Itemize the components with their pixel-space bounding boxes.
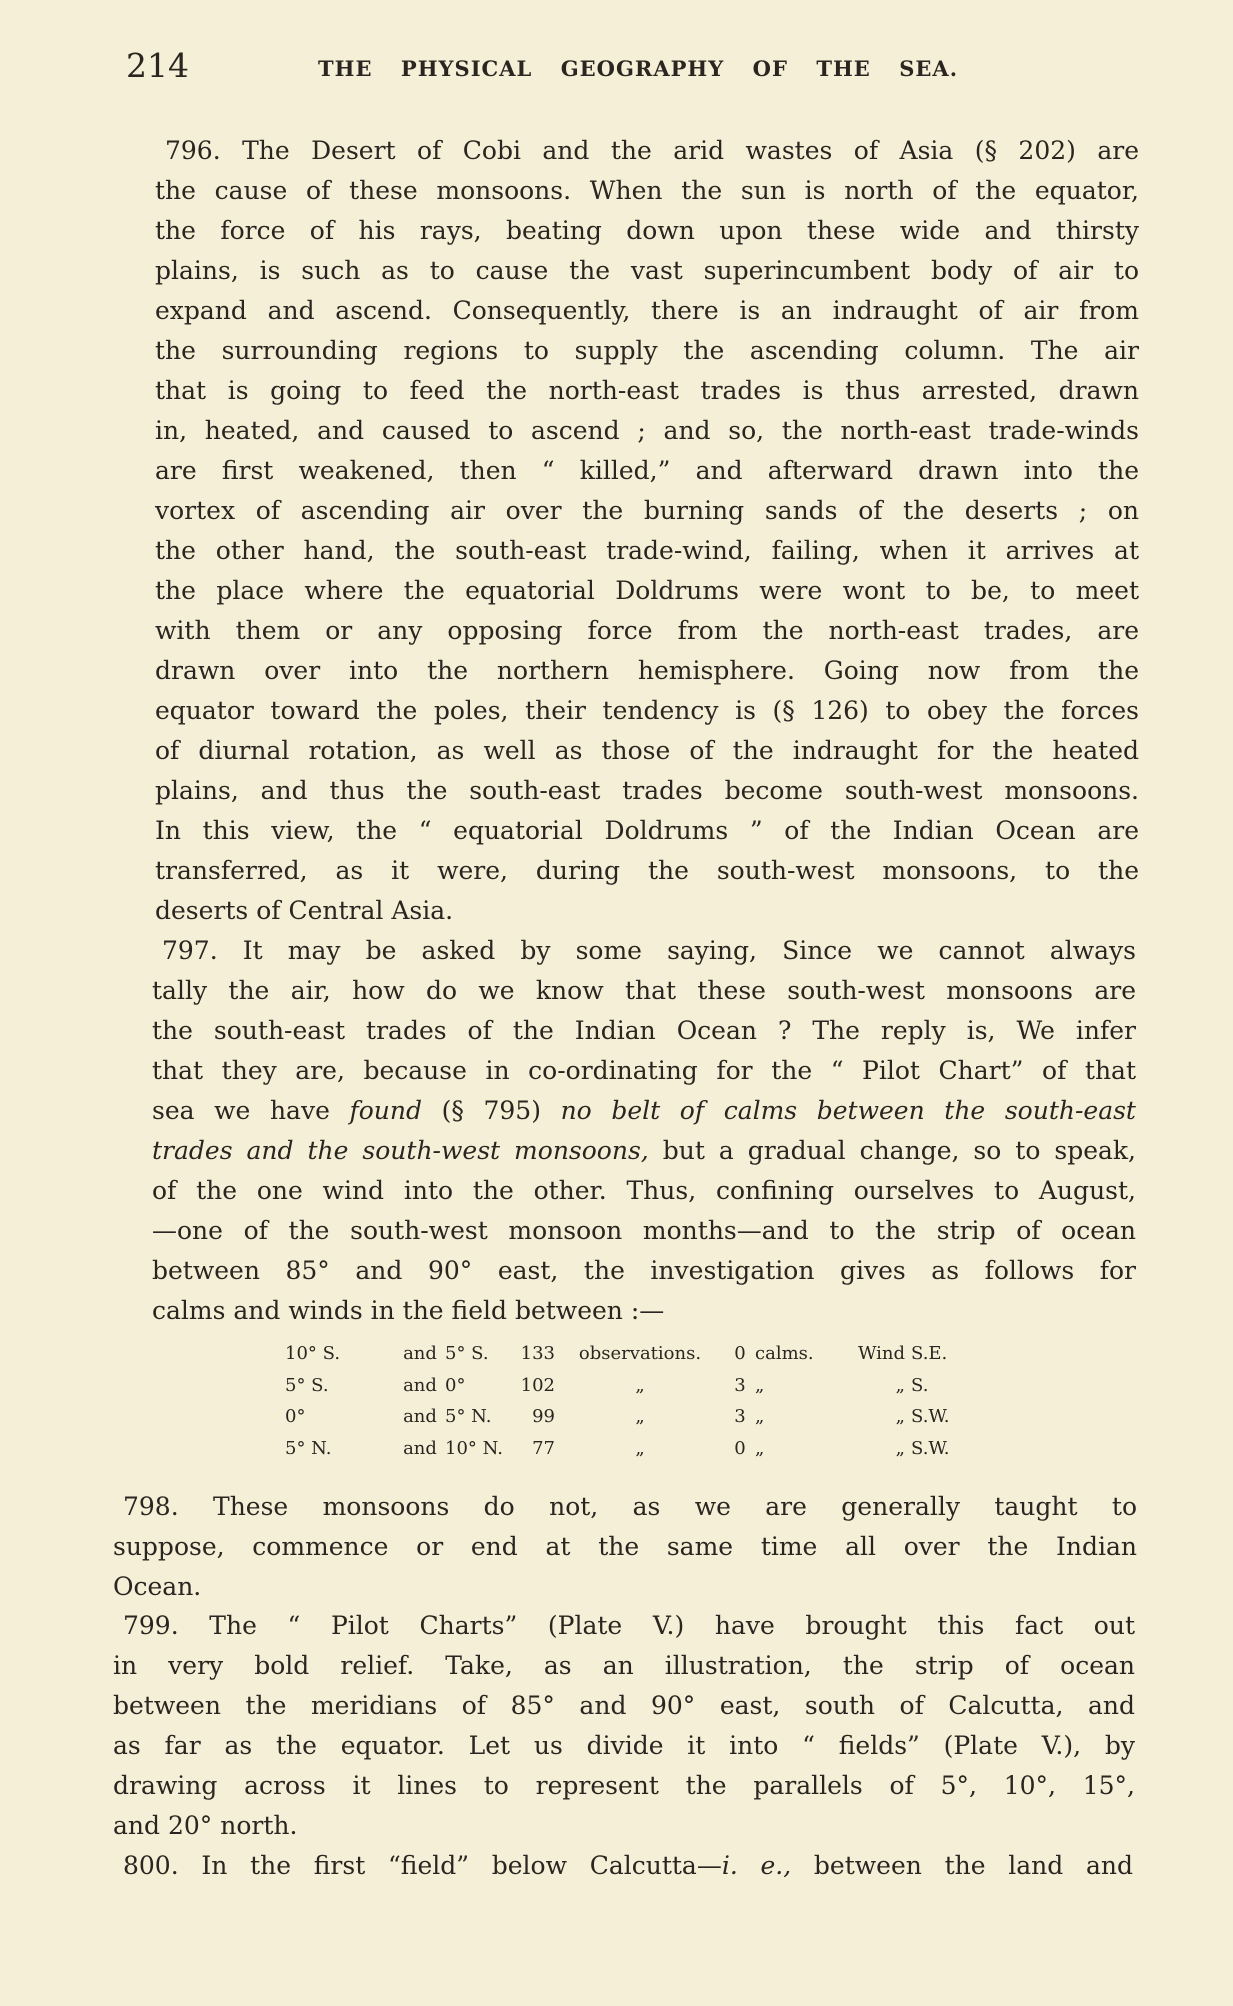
table-cell: 99: [532, 1406, 555, 1427]
running-title: THE PHYSICAL GEOGRAPHY OF THE SEA.: [318, 56, 958, 81]
text-span: between the land and: [791, 1851, 1133, 1880]
text-line: expand and ascend. Consequently, there is an indraught of air from: [155, 296, 1139, 325]
table-cell: S.E.: [911, 1343, 948, 1364]
text-span: sea we have: [152, 1096, 350, 1125]
italic-text: i. e.,: [721, 1851, 792, 1880]
table-cell: and: [403, 1374, 437, 1396]
text-line: Ocean.: [113, 1572, 202, 1601]
paragraph-796: [155, 131, 1139, 931]
table-cell: „: [755, 1437, 765, 1459]
table-cell: and: [403, 1437, 437, 1459]
text-line: equator toward the poles, their tendency is (§ 126) to obey the forces: [155, 696, 1139, 725]
table-cell: and: [403, 1406, 437, 1427]
text-line: drawn over into the northern hemisphere. Going now from the: [155, 656, 1139, 685]
table-cell: 0: [734, 1437, 746, 1459]
text-line: plains, is such as to cause the vast superincumbent body of air to: [155, 256, 1139, 285]
table-cell: „: [895, 1437, 905, 1459]
table-cell: 133: [520, 1343, 555, 1364]
table-cell: „: [895, 1374, 905, 1396]
table-cell: S.: [911, 1374, 929, 1396]
text-line: are first weakened, then “ killed,” and afterward drawn into the: [155, 456, 1139, 485]
text-line: between 85° and 90° east, the investigation gives as follows for: [152, 1256, 1136, 1285]
italic-text: trades and the south-west monsoons,: [152, 1136, 649, 1165]
table-cell: 5° S.: [445, 1343, 489, 1364]
text-line: tally the air, how do we know that these south-west monsoons are: [152, 976, 1136, 1005]
text-line: calms and winds in the field between :—: [152, 1296, 665, 1325]
text-line: of diurnal rotation, as well as those of the indraught for the heated: [155, 736, 1139, 765]
text-line: in, heated, and caused to ascend ; and so, the north-east trade-winds: [155, 416, 1139, 445]
text-line: of the one wind into the other. Thus, confining ourselves to August,: [152, 1176, 1136, 1205]
table-cell: 0°: [445, 1374, 466, 1396]
text-line: 796. The Desert of Cobi and the arid wastes of Asia (§ 202) are: [165, 136, 1139, 165]
table-cell: and: [403, 1343, 437, 1364]
italic-text: found: [349, 1096, 422, 1125]
text-line: drawing across it lines to represent the parallels of 5°, 10°, 15°,: [113, 1771, 1135, 1800]
text-line: and 20° north.: [113, 1811, 298, 1840]
table-cell: 3: [734, 1406, 746, 1427]
table-row: [285, 1433, 971, 1465]
page-number: 214: [126, 46, 189, 85]
table-cell: S.W.: [911, 1437, 950, 1459]
table-cell: calms.: [755, 1343, 814, 1364]
paragraph-798: [113, 1487, 1137, 1607]
table-cell: 102: [520, 1374, 555, 1396]
table-cell: „: [755, 1406, 765, 1427]
table-cell: „: [635, 1374, 645, 1396]
text-line: [113, 1846, 1133, 1886]
text-line: with them or any opposing force from the north-east trades, are: [155, 616, 1139, 645]
table-cell: 5° N.: [445, 1406, 492, 1427]
table-cell: 5° N.: [285, 1437, 332, 1459]
table-row: [285, 1401, 971, 1433]
table-cell: „: [755, 1374, 765, 1396]
text-line: vortex of ascending air over the burning sands of the deserts ; on: [155, 496, 1139, 525]
text-line: deserts of Central Asia.: [155, 896, 454, 925]
text-line: 797. It may be asked by some saying, Since we cannot always: [162, 936, 1136, 965]
text-line: in very bold relief. Take, as an illustration, the strip of ocean: [113, 1651, 1135, 1680]
table-cell: 10° N.: [445, 1437, 503, 1459]
text-span: (§ 795): [422, 1096, 561, 1125]
table-cell: 0: [734, 1343, 746, 1364]
table-cell: „: [635, 1437, 645, 1459]
text-line: that is going to feed the north-east trades is thus arrested, drawn: [155, 376, 1139, 405]
text-line: [152, 1091, 1136, 1131]
paragraph-797: [152, 931, 1136, 1331]
table-row: [285, 1370, 971, 1402]
text-line: suppose, commence or end at the same time all over the Indian: [113, 1532, 1137, 1561]
text-line: the force of his rays, beating down upon these wide and thirsty: [155, 216, 1139, 245]
text-span: but a gradual change, so to speak,: [648, 1136, 1136, 1165]
text-span: 800. In the first “field” below Calcutta—: [123, 1851, 722, 1880]
table-cell: Wind: [857, 1343, 905, 1364]
text-line: the other hand, the south-east trade-wind, failing, when it arrives at: [155, 536, 1139, 565]
text-line: [152, 1131, 1136, 1171]
text-line: In this view, the “ equatorial Doldrums ” of the Indian Ocean are: [155, 816, 1139, 845]
text-line: that they are, because in co-ordinating for the “ Pilot Chart” of that: [152, 1056, 1136, 1085]
table-cell: „: [635, 1406, 645, 1427]
text-line: the south-east trades of the Indian Ocean ? The reply is, We infer: [152, 1016, 1136, 1045]
table-row: [285, 1338, 971, 1370]
text-line: between the meridians of 85° and 90° east, south of Calcutta, and: [113, 1691, 1135, 1720]
table-cell: „: [895, 1406, 905, 1427]
text-line: the cause of these monsoons. When the sun is north of the equator,: [155, 176, 1139, 205]
text-line: —one of the south-west monsoon months—and to the strip of ocean: [152, 1216, 1136, 1245]
table-cell: 3: [734, 1374, 746, 1396]
table-cell: S.W.: [911, 1406, 950, 1427]
table-cell: 10° S.: [285, 1343, 341, 1364]
text-line: 799. The “ Pilot Charts” (Plate V.) have brought this fact out: [123, 1611, 1135, 1640]
paragraph-799: [113, 1606, 1135, 1846]
paragraph-800: [113, 1846, 1133, 1886]
text-line: 798. These monsoons do not, as we are generally taught to: [123, 1492, 1137, 1521]
text-line: as far as the equator. Let us divide it into “ fields” (Plate V.), by: [113, 1731, 1135, 1760]
text-line: transferred, as it were, during the south-west monsoons, to the: [155, 856, 1139, 885]
table-cell: observations.: [578, 1343, 702, 1364]
text-line: plains, and thus the south-east trades become south-west monsoons.: [155, 776, 1139, 805]
observations-table: [285, 1338, 971, 1464]
table-cell: 5° S.: [285, 1374, 329, 1396]
text-line: the place where the equatorial Doldrums were wont to be, to meet: [155, 576, 1139, 605]
table-cell: 77: [532, 1437, 555, 1459]
table-cell: 0°: [285, 1406, 306, 1427]
italic-text: no belt of calms between the south-east: [560, 1096, 1136, 1125]
text-line: the surrounding regions to supply the ascending column. The air: [155, 336, 1139, 365]
